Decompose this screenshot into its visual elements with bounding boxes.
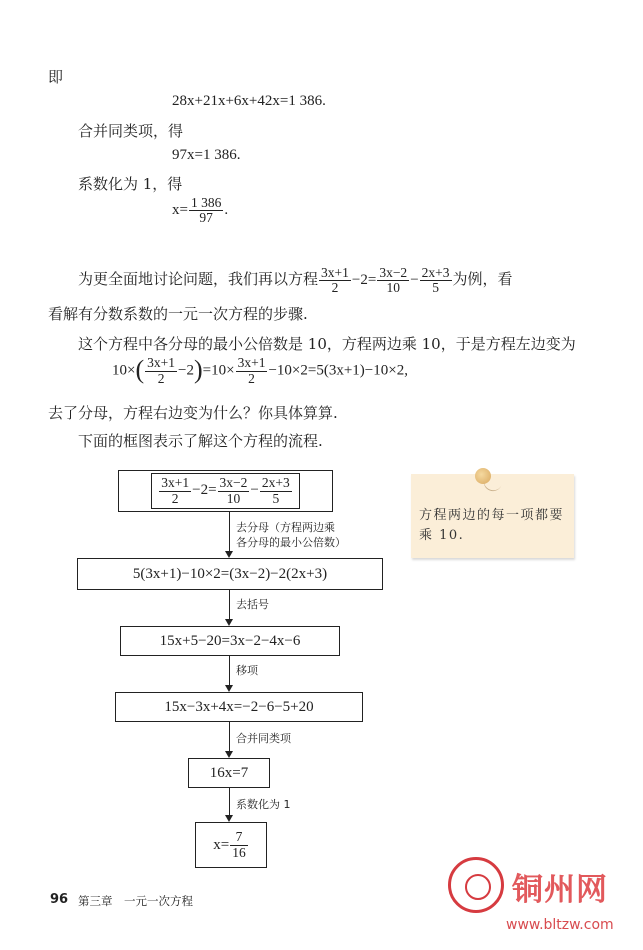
- period: .: [224, 202, 229, 219]
- fraction-denominator: 2: [157, 370, 165, 386]
- fraction-b: [377, 266, 409, 295]
- para1-lead: 为更全面地讨论问题，我们再以方程: [78, 270, 319, 289]
- flow-arrow-3: [225, 685, 233, 692]
- fraction-7-16: [230, 830, 248, 859]
- fraction-numerator: 2x+3: [421, 265, 450, 280]
- flow-step-1-label: [236, 520, 346, 550]
- paragraph-2-line-4: 下面的框图表示了解这个方程的流程.: [78, 432, 323, 450]
- fraction-numerator: 3x+1: [147, 355, 176, 371]
- fraction-numerator: 3x−2: [379, 265, 408, 280]
- flow-box-solution: [195, 822, 267, 868]
- minus-sign: −: [410, 272, 419, 289]
- fraction-numerator: 1 386: [190, 195, 222, 210]
- fraction-a: [319, 266, 351, 295]
- watermark-site-name: 铜州网: [512, 872, 608, 908]
- fraction-numerator: 3x+1: [237, 355, 266, 371]
- right-paren: ): [193, 355, 203, 384]
- fraction-denominator: 5: [272, 490, 280, 506]
- flow-step-3-label: 移项: [236, 664, 258, 677]
- flow-connector-1: [229, 512, 230, 556]
- note-text: 方程两边的每一项都要乘 10.: [419, 508, 565, 543]
- step1-line1: 去分母（方程两边乘: [236, 521, 335, 534]
- x-prefix: x=: [172, 202, 188, 219]
- fraction-denominator: 16: [232, 844, 246, 860]
- flow-arrow-1: [225, 551, 233, 558]
- fraction-numerator: 2x+3: [261, 475, 290, 491]
- fraction-numerator: 3x+1: [321, 265, 349, 280]
- page-number: 96: [50, 892, 69, 907]
- watermark-url: www.bltzw.com: [506, 917, 614, 933]
- flow-box-remove-brackets: 15x+5−20=3x−2−4x−6: [120, 626, 340, 656]
- fraction-a: [159, 476, 191, 505]
- text-coef: 系数化为 1，得: [78, 175, 183, 193]
- flow-box-remove-denominators: 5(3x+1)−10×2=(3x−2)−2(2x+3): [77, 558, 383, 590]
- text-merge: 合并同类项，得: [78, 122, 184, 140]
- flow-step-5-label: 系数化为 1: [236, 798, 291, 811]
- eq-part-a: 10×: [112, 362, 136, 379]
- sticky-note: [411, 474, 574, 558]
- fraction-denominator: 2: [248, 370, 255, 386]
- equation-2: 97x=1 386.: [172, 147, 241, 163]
- equation-lhs-expansion: [112, 356, 408, 386]
- paragraph-1-line-2: 看解有分数系数的一元一次方程的步骤.: [48, 305, 308, 323]
- watermark-logo-icon: [448, 857, 504, 913]
- equation-3: [172, 196, 228, 225]
- flow-box-original-equation: [118, 470, 333, 512]
- flow-box-combine: 16x=7: [188, 758, 270, 788]
- minus-two-equals: −2=: [351, 272, 377, 289]
- flow-step-2-label: 去括号: [236, 598, 269, 611]
- flow-arrow-2: [225, 619, 233, 626]
- equation-1: 28x+21x+6x+42x=1 386.: [172, 93, 326, 109]
- chapter-title: 第三章 一元一次方程: [78, 894, 193, 908]
- flow-arrow-4: [225, 751, 233, 758]
- fraction-1386-97: [189, 196, 223, 225]
- fraction-denominator: 10: [386, 280, 400, 296]
- fraction-c: [260, 476, 292, 505]
- paragraph-2-line-1: 这个方程中各分母的最小公倍数是 10，方程两边乘 10，于是方程左边变为: [78, 335, 576, 353]
- fraction-3x1-2: [145, 356, 177, 385]
- minus-sign: −: [250, 482, 259, 499]
- step1-line2: 各分母的最小公倍数）: [236, 536, 346, 549]
- fraction-numerator: 7: [230, 830, 248, 845]
- fraction-3x1-2-second: [236, 356, 268, 385]
- eq-part-c: =10×: [202, 362, 235, 379]
- fraction-denominator: 2: [331, 280, 339, 296]
- x-prefix: x=: [213, 836, 230, 853]
- eq-part-d: −10×2=5(3x+1)−10×2,: [268, 362, 408, 379]
- fraction-numerator: 3x+1: [161, 475, 190, 491]
- fraction-denominator: 2: [171, 490, 179, 506]
- flow-arrow-5: [225, 815, 233, 822]
- fraction-denominator: 5: [432, 280, 439, 296]
- flow-box-transpose: 15x−3x+4x=−2−6−5+20: [115, 692, 363, 722]
- flow-step-4-label: 合并同类项: [236, 732, 291, 745]
- pin-string: [481, 475, 502, 493]
- paragraph-1-line-1: [78, 266, 513, 295]
- eq-part-b: −2: [178, 362, 194, 379]
- fraction-numerator: 3x−2: [219, 475, 248, 491]
- fraction-b: [218, 476, 250, 505]
- left-paren: (: [135, 355, 145, 384]
- para1-tail: 为例，看: [452, 270, 513, 289]
- fraction-denominator: 97: [199, 210, 213, 226]
- text-ji: 即: [48, 68, 64, 86]
- paragraph-2-line-3: 去了分母，方程右边变为什么？你具体算算.: [48, 404, 338, 422]
- fraction-denominator: 10: [226, 490, 241, 506]
- fraction-c: [420, 266, 452, 295]
- minus-two-equals: −2=: [192, 482, 217, 499]
